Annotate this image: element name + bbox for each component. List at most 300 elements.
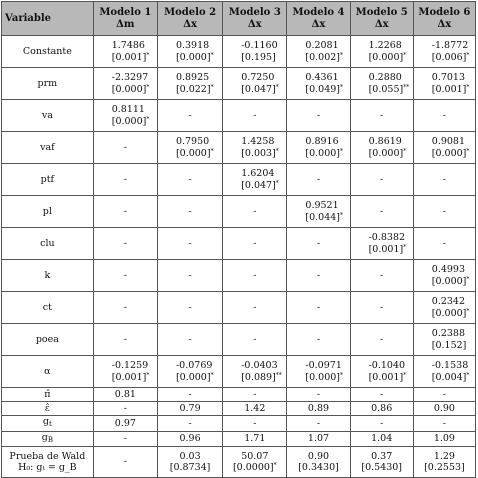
p-value [416, 308, 473, 320]
stat-cell [287, 402, 350, 416]
variable-label: clu [2, 228, 94, 260]
row-1-model-5-cell [350, 36, 413, 68]
row-7-model-3-cell [223, 228, 287, 260]
p-value [353, 244, 411, 256]
label-subscript: t [49, 420, 52, 428]
p-value-text: [0.000] [305, 371, 341, 383]
wald-label-hypothesis: H₀: gₜ = g_B [18, 462, 77, 474]
empty-dash: - [123, 456, 127, 468]
p-value-text: [0.001] [431, 83, 467, 95]
row-6-model-6-cell [413, 196, 475, 228]
coefficient-value: 0.9521 [305, 199, 339, 211]
significance-mark: * [340, 211, 344, 219]
wald-model-3-cell [223, 447, 287, 478]
empty-dash: - [123, 269, 127, 281]
p-value [160, 148, 220, 160]
table-row [2, 132, 476, 164]
coefficient-value: 0.8619 [368, 135, 402, 147]
empty-dash: - [188, 269, 192, 281]
coefficient-value: 0.4361 [305, 71, 339, 83]
p-value-text: [0.049] [305, 83, 341, 95]
stat-value: - [253, 388, 257, 400]
table-row [2, 324, 476, 356]
significance-mark: ** [275, 371, 282, 379]
row-6-model-5-cell [350, 196, 413, 228]
p-value [225, 148, 284, 160]
coefficient-value: -0.8382 [368, 231, 406, 243]
p-value [416, 340, 473, 352]
p-value-text: [0.195] [241, 51, 276, 63]
row-11-model-5-cell [350, 356, 413, 388]
row-5-model-5-cell [350, 164, 413, 196]
variable-label: π̂ [2, 388, 94, 402]
row-9-model-4-cell [287, 292, 350, 324]
stat-value: - [442, 417, 446, 429]
p-value-text: [0.001] [111, 51, 147, 63]
empty-dash: - [123, 141, 127, 153]
model-3-header: Modelo 3 Δx [223, 2, 287, 36]
coefficient-value: -2.3297 [111, 71, 149, 83]
p-value-text: [0.055] [368, 83, 404, 95]
table-row [2, 292, 476, 324]
row-2-model-4-cell [287, 68, 350, 100]
model-6-header: Modelo 6 Δx [413, 2, 475, 36]
row-8-model-5-cell [350, 260, 413, 292]
stat-cell [287, 431, 350, 447]
row-2-model-1-cell [93, 68, 157, 100]
wald-statistic: 50.07 [241, 450, 269, 462]
p-value [353, 52, 411, 64]
significance-mark: * [273, 462, 277, 470]
stat-cell [223, 431, 287, 447]
p-value-text: [0.000] [368, 51, 404, 63]
wald-statistic: 1.29 [433, 450, 455, 462]
variable-label: k [2, 260, 94, 292]
row-11-model-2-cell [157, 356, 222, 388]
p-value-text: [0.006] [431, 51, 467, 63]
table-body [2, 36, 476, 478]
p-value [225, 180, 284, 192]
p-value [353, 148, 411, 160]
stat-value: 0.90 [433, 402, 455, 414]
empty-dash: - [316, 301, 321, 313]
p-value-text: [0.044] [305, 211, 341, 223]
row-8-model-1-cell [93, 260, 157, 292]
significance-mark: * [146, 371, 150, 379]
row-10-model-5-cell [350, 324, 413, 356]
stat-value: 1.07 [307, 433, 330, 445]
empty-dash: - [442, 237, 446, 249]
stat-value: 0.79 [179, 402, 201, 414]
table-row [2, 68, 476, 100]
empty-dash: - [442, 109, 446, 121]
wald-model-4-cell [287, 447, 350, 478]
stat-value: - [380, 388, 384, 400]
coefficient-value: 0.4993 [431, 263, 466, 275]
row-1-model-1-cell [93, 36, 157, 68]
variable-header: Variable [2, 2, 94, 36]
table-row [2, 228, 476, 260]
row-4-model-5-cell [350, 132, 413, 164]
p-value-text: [0.001] [111, 371, 147, 383]
coefficient-value: 0.2388 [431, 327, 466, 339]
empty-dash: - [316, 333, 321, 345]
stat-value: 0.96 [179, 433, 201, 445]
p-value [160, 84, 220, 96]
p-value [289, 148, 347, 160]
p-value-text: [0.152] [431, 339, 467, 351]
stat-cell [157, 388, 222, 402]
variable-label: poea [2, 324, 94, 356]
stat-value: - [316, 417, 321, 429]
coefficient-value: 0.7013 [431, 71, 466, 83]
row-8-model-6-cell [413, 260, 475, 292]
p-value [289, 372, 347, 384]
p-value-text: [0.004] [431, 371, 467, 383]
p-value-text: [0.003] [241, 147, 276, 159]
coefficient-value: 1.6204 [241, 167, 275, 179]
coefficient-value: -0.0403 [241, 359, 278, 371]
row-1-model-4-cell [287, 36, 350, 68]
coefficient-value: 0.2880 [368, 71, 402, 83]
row-1-model-6-cell [413, 36, 475, 68]
significance-mark: * [210, 147, 214, 155]
variable-label: ε̂ [2, 402, 94, 416]
empty-dash: - [123, 237, 127, 249]
coefficient-value: 0.2081 [305, 39, 339, 51]
empty-dash: - [253, 269, 257, 281]
wald-model-2-cell [157, 447, 222, 478]
stat-cell [413, 431, 475, 447]
significance-mark: * [403, 51, 407, 59]
significance-mark: * [340, 371, 344, 379]
stat-value: 0.86 [371, 402, 393, 414]
significance-mark: * [340, 51, 344, 59]
row-7-model-1-cell [93, 228, 157, 260]
stat-value: 0.89 [307, 402, 330, 414]
stat-value: 1.71 [244, 433, 266, 445]
coefficient-value: 1.7486 [111, 39, 145, 51]
row-5-model-4-cell [287, 164, 350, 196]
row-6-model-1-cell [93, 196, 157, 228]
p-value-text: [0.000] [175, 147, 211, 159]
coefficient-value: -1.8772 [431, 39, 469, 51]
table-row [2, 260, 476, 292]
table-row [2, 431, 476, 447]
empty-dash: - [442, 173, 446, 185]
stat-cell [157, 416, 222, 432]
stat-value: 1.42 [244, 402, 266, 414]
table-row [2, 402, 476, 416]
row-9-model-3-cell [223, 292, 287, 324]
model-5-header: Modelo 5 Δx [350, 2, 413, 36]
row-4-model-2-cell [157, 132, 222, 164]
variable-label: vaf [2, 132, 94, 164]
wald-model-1-cell [93, 447, 157, 478]
empty-dash: - [188, 205, 192, 217]
row-7-model-2-cell [157, 228, 222, 260]
coefficient-value: 1.2268 [368, 39, 402, 51]
p-value [160, 52, 220, 64]
significance-mark: * [210, 83, 214, 91]
wald-p-value-text: [0.2553] [424, 462, 465, 474]
significance-mark: ** [403, 83, 410, 91]
row-10-model-2-cell [157, 324, 222, 356]
stat-value: - [188, 417, 192, 429]
p-value [225, 372, 284, 384]
row-10-model-3-cell [223, 324, 287, 356]
significance-mark: * [403, 147, 407, 155]
variable-label: ptf [2, 164, 94, 196]
row-2-model-5-cell [350, 68, 413, 100]
coefficient-value: -0.0971 [305, 359, 342, 371]
empty-dash: - [188, 301, 192, 313]
row-3-model-2-cell [157, 100, 222, 132]
stat-value: 1.04 [371, 433, 393, 445]
wald-p-value-text: [0.8734] [169, 462, 211, 474]
row-7-model-5-cell [350, 228, 413, 260]
stat-value: 1.09 [433, 433, 455, 445]
row-5-model-2-cell [157, 164, 222, 196]
significance-mark: * [210, 51, 214, 59]
row-10-model-1-cell [93, 324, 157, 356]
p-value [289, 52, 347, 64]
stat-cell [350, 402, 413, 416]
p-value-text: [0.002] [305, 51, 341, 63]
significance-mark: * [466, 307, 470, 315]
coefficient-value: -0.1259 [111, 359, 149, 371]
table-row [2, 356, 476, 388]
p-value [96, 372, 155, 384]
row-11-model-6-cell [413, 356, 475, 388]
significance-mark: * [210, 371, 214, 379]
stat-cell [413, 388, 475, 402]
significance-mark: * [275, 179, 279, 187]
p-value-text: [0.000] [431, 307, 467, 319]
significance-mark: * [466, 147, 470, 155]
coefficient-value: 0.7250 [241, 71, 275, 83]
stat-cell [350, 431, 413, 447]
empty-dash: - [316, 109, 321, 121]
row-7-model-4-cell [287, 228, 350, 260]
stat-cell [350, 388, 413, 402]
stat-value: - [253, 417, 257, 429]
stat-cell [157, 402, 222, 416]
row-4-model-6-cell [413, 132, 475, 164]
stat-cell [93, 402, 157, 416]
stat-value: 0.97 [114, 417, 136, 429]
table-row [2, 388, 476, 402]
stat-cell [287, 416, 350, 432]
significance-mark: * [340, 147, 344, 155]
p-value-text: [0.022] [175, 83, 211, 95]
row-3-model-5-cell [350, 100, 413, 132]
model-4-header: Modelo 4 Δx [287, 2, 350, 36]
p-value-text: [0.001] [368, 371, 404, 383]
stat-value: - [442, 388, 446, 400]
variable-label: Constante [2, 36, 94, 68]
empty-dash: - [123, 333, 127, 345]
significance-mark: * [146, 115, 150, 123]
row-4-model-4-cell [287, 132, 350, 164]
variable-label: ct [2, 292, 94, 324]
row-8-model-4-cell [287, 260, 350, 292]
p-value-text: [0.089] [241, 371, 276, 383]
p-value-text: [0.047] [241, 179, 276, 191]
empty-dash: - [253, 333, 257, 345]
wald-model-5-cell [350, 447, 413, 478]
empty-dash: - [380, 109, 384, 121]
empty-dash: - [253, 205, 257, 217]
row-3-model-1-cell [93, 100, 157, 132]
coefficient-value: -0.1160 [241, 39, 278, 51]
p-value [96, 84, 155, 96]
row-5-model-6-cell [413, 164, 475, 196]
wald-test-label [2, 447, 94, 478]
significance-mark: * [466, 275, 470, 283]
row-4-model-1-cell [93, 132, 157, 164]
empty-dash: - [253, 109, 257, 121]
p-value [289, 212, 347, 224]
empty-dash: - [380, 301, 384, 313]
row-8-model-3-cell [223, 260, 287, 292]
variable-label: prm [2, 68, 94, 100]
row-1-model-3-cell [223, 36, 287, 68]
empty-dash: - [188, 333, 192, 345]
coefficient-value: 0.7950 [175, 135, 210, 147]
stat-value: - [380, 417, 384, 429]
row-9-model-1-cell [93, 292, 157, 324]
row-3-model-3-cell [223, 100, 287, 132]
table-row [2, 416, 476, 432]
coefficient-value: 0.8916 [305, 135, 339, 147]
label-subscript: B [47, 435, 53, 444]
coefficient-value: 0.9081 [431, 135, 466, 147]
empty-dash: - [123, 301, 127, 313]
row-10-model-4-cell [287, 324, 350, 356]
wald-test-row [2, 447, 476, 478]
stat-cell [223, 402, 287, 416]
variable-label: α [2, 356, 94, 388]
significance-mark: * [466, 371, 470, 379]
row-2-model-2-cell [157, 68, 222, 100]
p-value-text: [0.000] [175, 371, 211, 383]
significance-mark: * [340, 83, 344, 91]
regression-table [1, 1, 476, 478]
p-value [416, 84, 473, 96]
row-9-model-2-cell [157, 292, 222, 324]
row-5-model-3-cell [223, 164, 287, 196]
stat-cell [93, 388, 157, 402]
variable-label: va [2, 100, 94, 132]
p-value [96, 52, 155, 64]
significance-mark: * [403, 243, 407, 251]
empty-dash: - [380, 333, 384, 345]
row-3-model-6-cell [413, 100, 475, 132]
empty-dash: - [442, 205, 446, 217]
p-value-text: [0.000] [111, 83, 147, 95]
row-7-model-6-cell [413, 228, 475, 260]
coefficient-value: 0.2342 [431, 295, 466, 307]
variable-label [2, 416, 94, 432]
coefficient-value: -0.0769 [175, 359, 213, 371]
significance-mark: * [466, 83, 470, 91]
row-9-model-5-cell [350, 292, 413, 324]
wald-label-line1: Prueba de Wald [9, 450, 86, 462]
variable-label: pl [2, 196, 94, 228]
row-9-model-6-cell [413, 292, 475, 324]
significance-mark: * [146, 51, 150, 59]
row-1-model-2-cell [157, 36, 222, 68]
stat-value: - [123, 433, 127, 445]
row-11-model-1-cell [93, 356, 157, 388]
p-value-text: [0.001] [368, 243, 404, 255]
table-row [2, 100, 476, 132]
variable-label [2, 431, 94, 447]
wald-p-value-text: [0.0000] [232, 462, 274, 474]
stat-cell [223, 416, 287, 432]
p-value [225, 84, 284, 96]
empty-dash: - [188, 173, 192, 185]
p-value-text: [0.000] [305, 147, 341, 159]
p-value [160, 372, 220, 384]
p-value [225, 52, 284, 64]
significance-mark: * [275, 147, 279, 155]
stat-cell [413, 402, 475, 416]
empty-dash: - [316, 173, 321, 185]
coefficient-value: -0.1538 [431, 359, 469, 371]
p-value [353, 372, 411, 384]
row-3-model-4-cell [287, 100, 350, 132]
wald-model-6-cell [413, 447, 475, 478]
stat-cell [93, 431, 157, 447]
stat-cell [413, 416, 475, 432]
stat-value: - [316, 388, 321, 400]
significance-mark: * [466, 51, 470, 59]
stat-cell [287, 388, 350, 402]
p-value [289, 84, 347, 96]
p-value-text: [0.000] [111, 115, 147, 127]
coefficient-value: -0.1040 [368, 359, 406, 371]
wald-statistic: 0.90 [307, 450, 330, 462]
empty-dash: - [188, 109, 192, 121]
significance-mark: * [275, 83, 279, 91]
p-value-text: [0.000] [431, 147, 467, 159]
stat-cell [223, 388, 287, 402]
empty-dash: - [188, 237, 192, 249]
empty-dash: - [253, 301, 257, 313]
empty-dash: - [316, 237, 321, 249]
p-value [416, 276, 473, 288]
label-main: g [41, 431, 48, 443]
row-6-model-2-cell [157, 196, 222, 228]
empty-dash: - [380, 205, 384, 217]
wald-statistic: 0.03 [179, 450, 201, 462]
p-value [96, 116, 155, 128]
stat-value: - [188, 388, 192, 400]
coefficient-value: 0.8111 [111, 103, 145, 115]
stat-cell [350, 416, 413, 432]
table-row [2, 164, 476, 196]
header-row [2, 2, 476, 36]
stat-cell [93, 416, 157, 432]
significance-mark: * [403, 371, 407, 379]
row-2-model-3-cell [223, 68, 287, 100]
significance-mark: * [146, 83, 150, 91]
row-8-model-2-cell [157, 260, 222, 292]
table-row [2, 36, 476, 68]
wald-p-value-text: [0.5430] [361, 462, 403, 474]
